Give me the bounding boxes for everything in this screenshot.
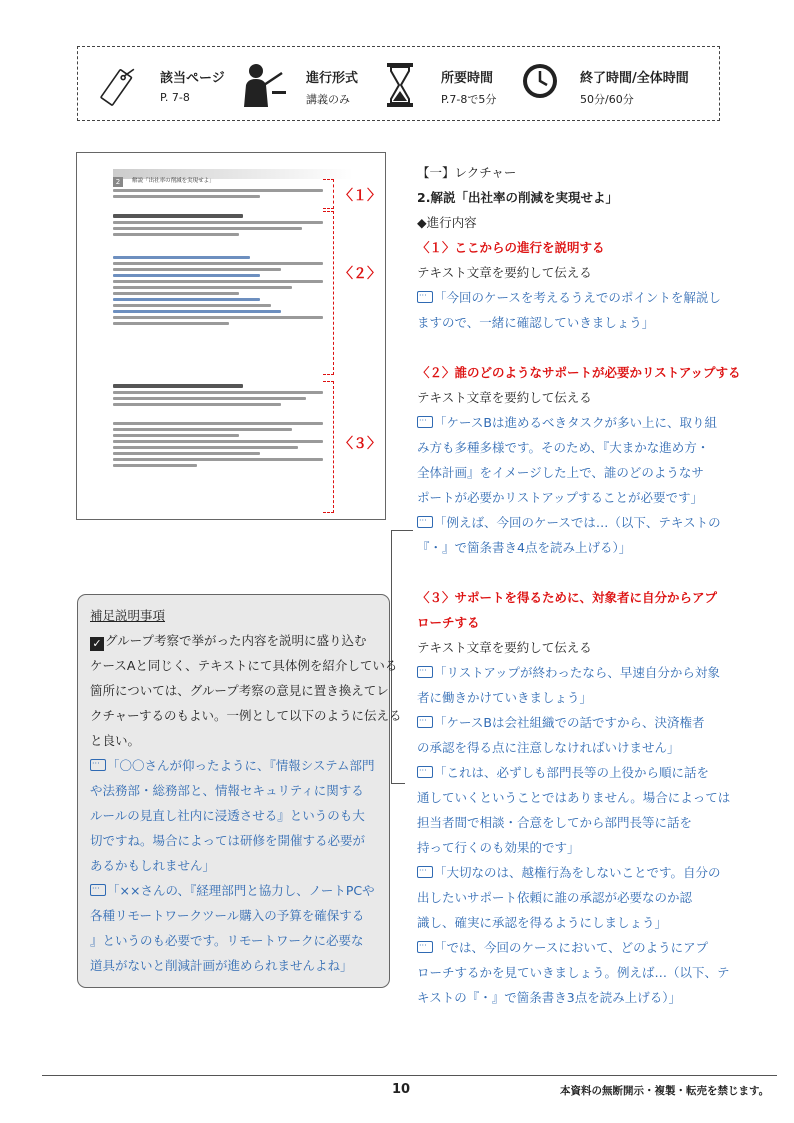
checkbox-icon: ✓ (90, 637, 104, 651)
text-line (90, 678, 389, 703)
line-text: 切ですね。場合によっては研修を開催する必要が (90, 833, 366, 848)
line-text: 通していくということではありません。場合によっては (417, 790, 731, 805)
thumb-bracket-3 (323, 381, 334, 513)
speech-line (417, 435, 747, 460)
line-text: 箇所については、グループ考察の意見に置き換えてレ (90, 683, 389, 698)
text-line (417, 635, 747, 660)
speech-line (417, 535, 747, 560)
speech-line (417, 785, 747, 810)
lecture-script (417, 160, 747, 1010)
header-value: 講義のみ (306, 93, 350, 106)
speech-line (90, 803, 377, 828)
text-line (90, 703, 402, 728)
speech-line (417, 710, 747, 735)
line-text: 』というのも必要です。リモートワークに必要な (90, 933, 364, 948)
line-text: 持って行くのも効果的です」 (417, 840, 580, 855)
line-text: 〈３〉サポートを得るために、対象者に自分からアプ (417, 590, 718, 605)
line-text: 「ケースBは会社組織での話ですから、決済権者 (434, 715, 705, 730)
line-text: 「リストアップが終わったなら、早速自分から対象 (434, 665, 720, 680)
line-text: と良い。 (90, 733, 141, 748)
speech-line (90, 878, 377, 903)
line-text: クチャーするのもよい。一例として以下のように伝える (90, 708, 402, 723)
line-text: テキスト文章を要約して伝える (417, 640, 592, 655)
speech-line (417, 510, 747, 535)
line-text: 「例えば、今回のケースでは…（以下、テキストの (434, 515, 721, 530)
text-line (417, 185, 747, 210)
speech-line (417, 410, 747, 435)
speech-line (90, 778, 377, 803)
connector-bracket (391, 530, 405, 784)
thumb-section-title: 解説「出社率の削減を実現せよ」 (132, 178, 215, 184)
text-line (90, 628, 377, 653)
line-text: 「今回のケースを考えるうえでのポイントを解説し (434, 290, 721, 305)
header-value: P. 7-8 (160, 91, 190, 104)
spacer (417, 335, 747, 360)
speech-line (417, 810, 747, 835)
line-text: キストの『・』で箇条書き3点を読み上げる）」 (417, 990, 681, 1005)
line-text: 2.解説「出社率の削減を実現せよ」 (417, 190, 618, 205)
speech-bubble-icon (90, 884, 106, 896)
text-line (90, 728, 377, 753)
line-text: 全体計画』をイメージした上で、誰のどのようなサ (417, 465, 704, 480)
page-number: 10 (392, 1082, 411, 1097)
line-text: 「大切なのは、越権行為をしないことです。自分の (434, 865, 721, 880)
speech-line (417, 460, 747, 485)
line-text: 「〇〇さんが仰ったように、『情報システム部門 (107, 758, 375, 773)
thumb-marker-3: 〈３〉 (339, 436, 381, 452)
speech-line (417, 485, 747, 510)
line-text: 「××さんの、『経理部門と協力し、ノートPCや (107, 883, 375, 898)
line-text: や法務部・総務部と、情報セキュリティに関する (90, 783, 364, 798)
thumb-marker-1: 〈１〉 (339, 188, 381, 204)
speech-bubble-icon (417, 666, 433, 678)
line-text: ケースAと同じく、テキストにて具体例を紹介している (90, 658, 398, 673)
line-text: グループ考察で挙がった内容を説明に盛り込む (105, 633, 367, 648)
tag-icon (98, 61, 138, 109)
footer-divider (42, 1075, 777, 1076)
header-value: 50分/60分 (580, 93, 634, 106)
text-line (90, 653, 398, 678)
line-text: ローチする (417, 615, 480, 630)
speech-line (417, 660, 747, 685)
speech-line (417, 860, 747, 885)
step-heading (417, 360, 747, 385)
header-info-box (77, 46, 720, 121)
line-text: ルールの見直し社内に浸透させる』というのも大 (90, 808, 365, 823)
line-text: 担当者間で相談・合意をしてから部門長等に話を (417, 815, 693, 830)
thumb-bracket-1 (323, 179, 334, 209)
thumb-bracket-2 (323, 211, 334, 375)
lecturer-icon (238, 61, 288, 109)
step-heading (417, 610, 747, 635)
copyright-notice: 本資料の無断開示・複製・転売を禁じます。 (560, 1085, 770, 1097)
speech-line (417, 910, 747, 935)
clock-icon (520, 61, 560, 109)
line-text: 【一】レクチャー (417, 165, 517, 180)
speech-line (90, 903, 377, 928)
step-heading (417, 235, 747, 260)
speech-line (417, 960, 747, 985)
line-text: 道具がないと削減計画が進められませんよね」 (90, 958, 353, 973)
line-text: 「これは、必ずしも部門長等の上役から順に話を (434, 765, 710, 780)
line-text: 〈１〉ここからの進行を説明する (417, 240, 605, 255)
supplement-lines (90, 628, 402, 978)
step-heading (417, 585, 747, 610)
speech-bubble-icon (417, 516, 433, 528)
thumb-section-bar (113, 169, 353, 186)
speech-bubble-icon (417, 866, 433, 878)
line-text: み方も多種多様です。そのため、『大まかな進め方・ (417, 440, 710, 455)
text-line (417, 260, 747, 285)
line-text: 「ケースBは進めるべきタスクが多い上に、取り組 (434, 415, 717, 430)
line-text: ローチするかを見ていきましょう。例えば…（以下、テ (417, 965, 730, 980)
speech-line (417, 285, 747, 310)
line-text: 『・』で箇条書き4点を読み上げる）」 (417, 540, 632, 555)
textbook-thumbnail (76, 152, 386, 520)
line-text: の承認を得る点に注意しなければいけません」 (417, 740, 680, 755)
speech-bubble-icon (90, 759, 106, 771)
thumb-block-2 (113, 211, 323, 328)
supplement-box (77, 594, 402, 988)
speech-line (417, 760, 747, 785)
speech-line (417, 310, 747, 335)
spacer (417, 560, 747, 585)
connector-tick (405, 530, 413, 531)
speech-line (90, 753, 377, 778)
speech-line (417, 885, 747, 910)
hourglass-icon (383, 61, 417, 109)
header-title: 終了時間/全体時間 (580, 71, 689, 86)
header-value: P.7-8で5分 (441, 93, 497, 106)
text-line (417, 385, 747, 410)
line-text: 出したいサポート依頼に誰の承認が必要なのか認 (417, 890, 693, 905)
thumb-marker-2: 〈２〉 (339, 266, 381, 282)
speech-bubble-icon (417, 766, 433, 778)
line-text: ポートが必要かリストアップすることが必要です」 (417, 490, 704, 505)
line-text: 〈２〉誰のどのようなサポートが必要かリストアップする (417, 365, 741, 380)
header-title: 所要時間 (441, 71, 494, 86)
text-line (417, 210, 747, 235)
speech-line (417, 935, 747, 960)
speech-bubble-icon (417, 941, 433, 953)
line-text: 各種リモートワークツール購入の予算を確保する (90, 908, 365, 923)
speech-line (90, 953, 377, 978)
text-line (417, 160, 747, 185)
speech-line (90, 828, 377, 853)
speech-line (417, 835, 747, 860)
speech-line (417, 735, 747, 760)
thumb-block-3 (113, 381, 323, 470)
speech-line (417, 685, 747, 710)
thumb-section-num: 2 (113, 177, 123, 187)
thumb-block-1 (113, 186, 323, 201)
line-text: 識し、確実に承認を得るようにしましょう」 (417, 915, 668, 930)
speech-line (417, 985, 747, 1010)
line-text: テキスト文章を要約して伝える (417, 265, 592, 280)
line-text: テキスト文章を要約して伝える (417, 390, 592, 405)
line-text: 者に働きかけていきましょう」 (417, 690, 593, 705)
line-text: ◆進行内容 (417, 215, 477, 230)
header-title: 進行形式 (306, 71, 359, 86)
speech-bubble-icon (417, 716, 433, 728)
line-text: あるかもしれません」 (90, 858, 216, 873)
speech-bubble-icon (417, 291, 433, 303)
supplement-title: 補足説明事項 (90, 608, 166, 623)
line-text: 「では、今回のケースにおいて、どのようにアプ (434, 940, 709, 955)
speech-bubble-icon (417, 416, 433, 428)
speech-line (90, 928, 377, 953)
line-text: ますので、一緒に確認していきましょう」 (417, 315, 655, 330)
speech-line (90, 853, 377, 878)
header-title: 該当ページ (160, 71, 225, 86)
